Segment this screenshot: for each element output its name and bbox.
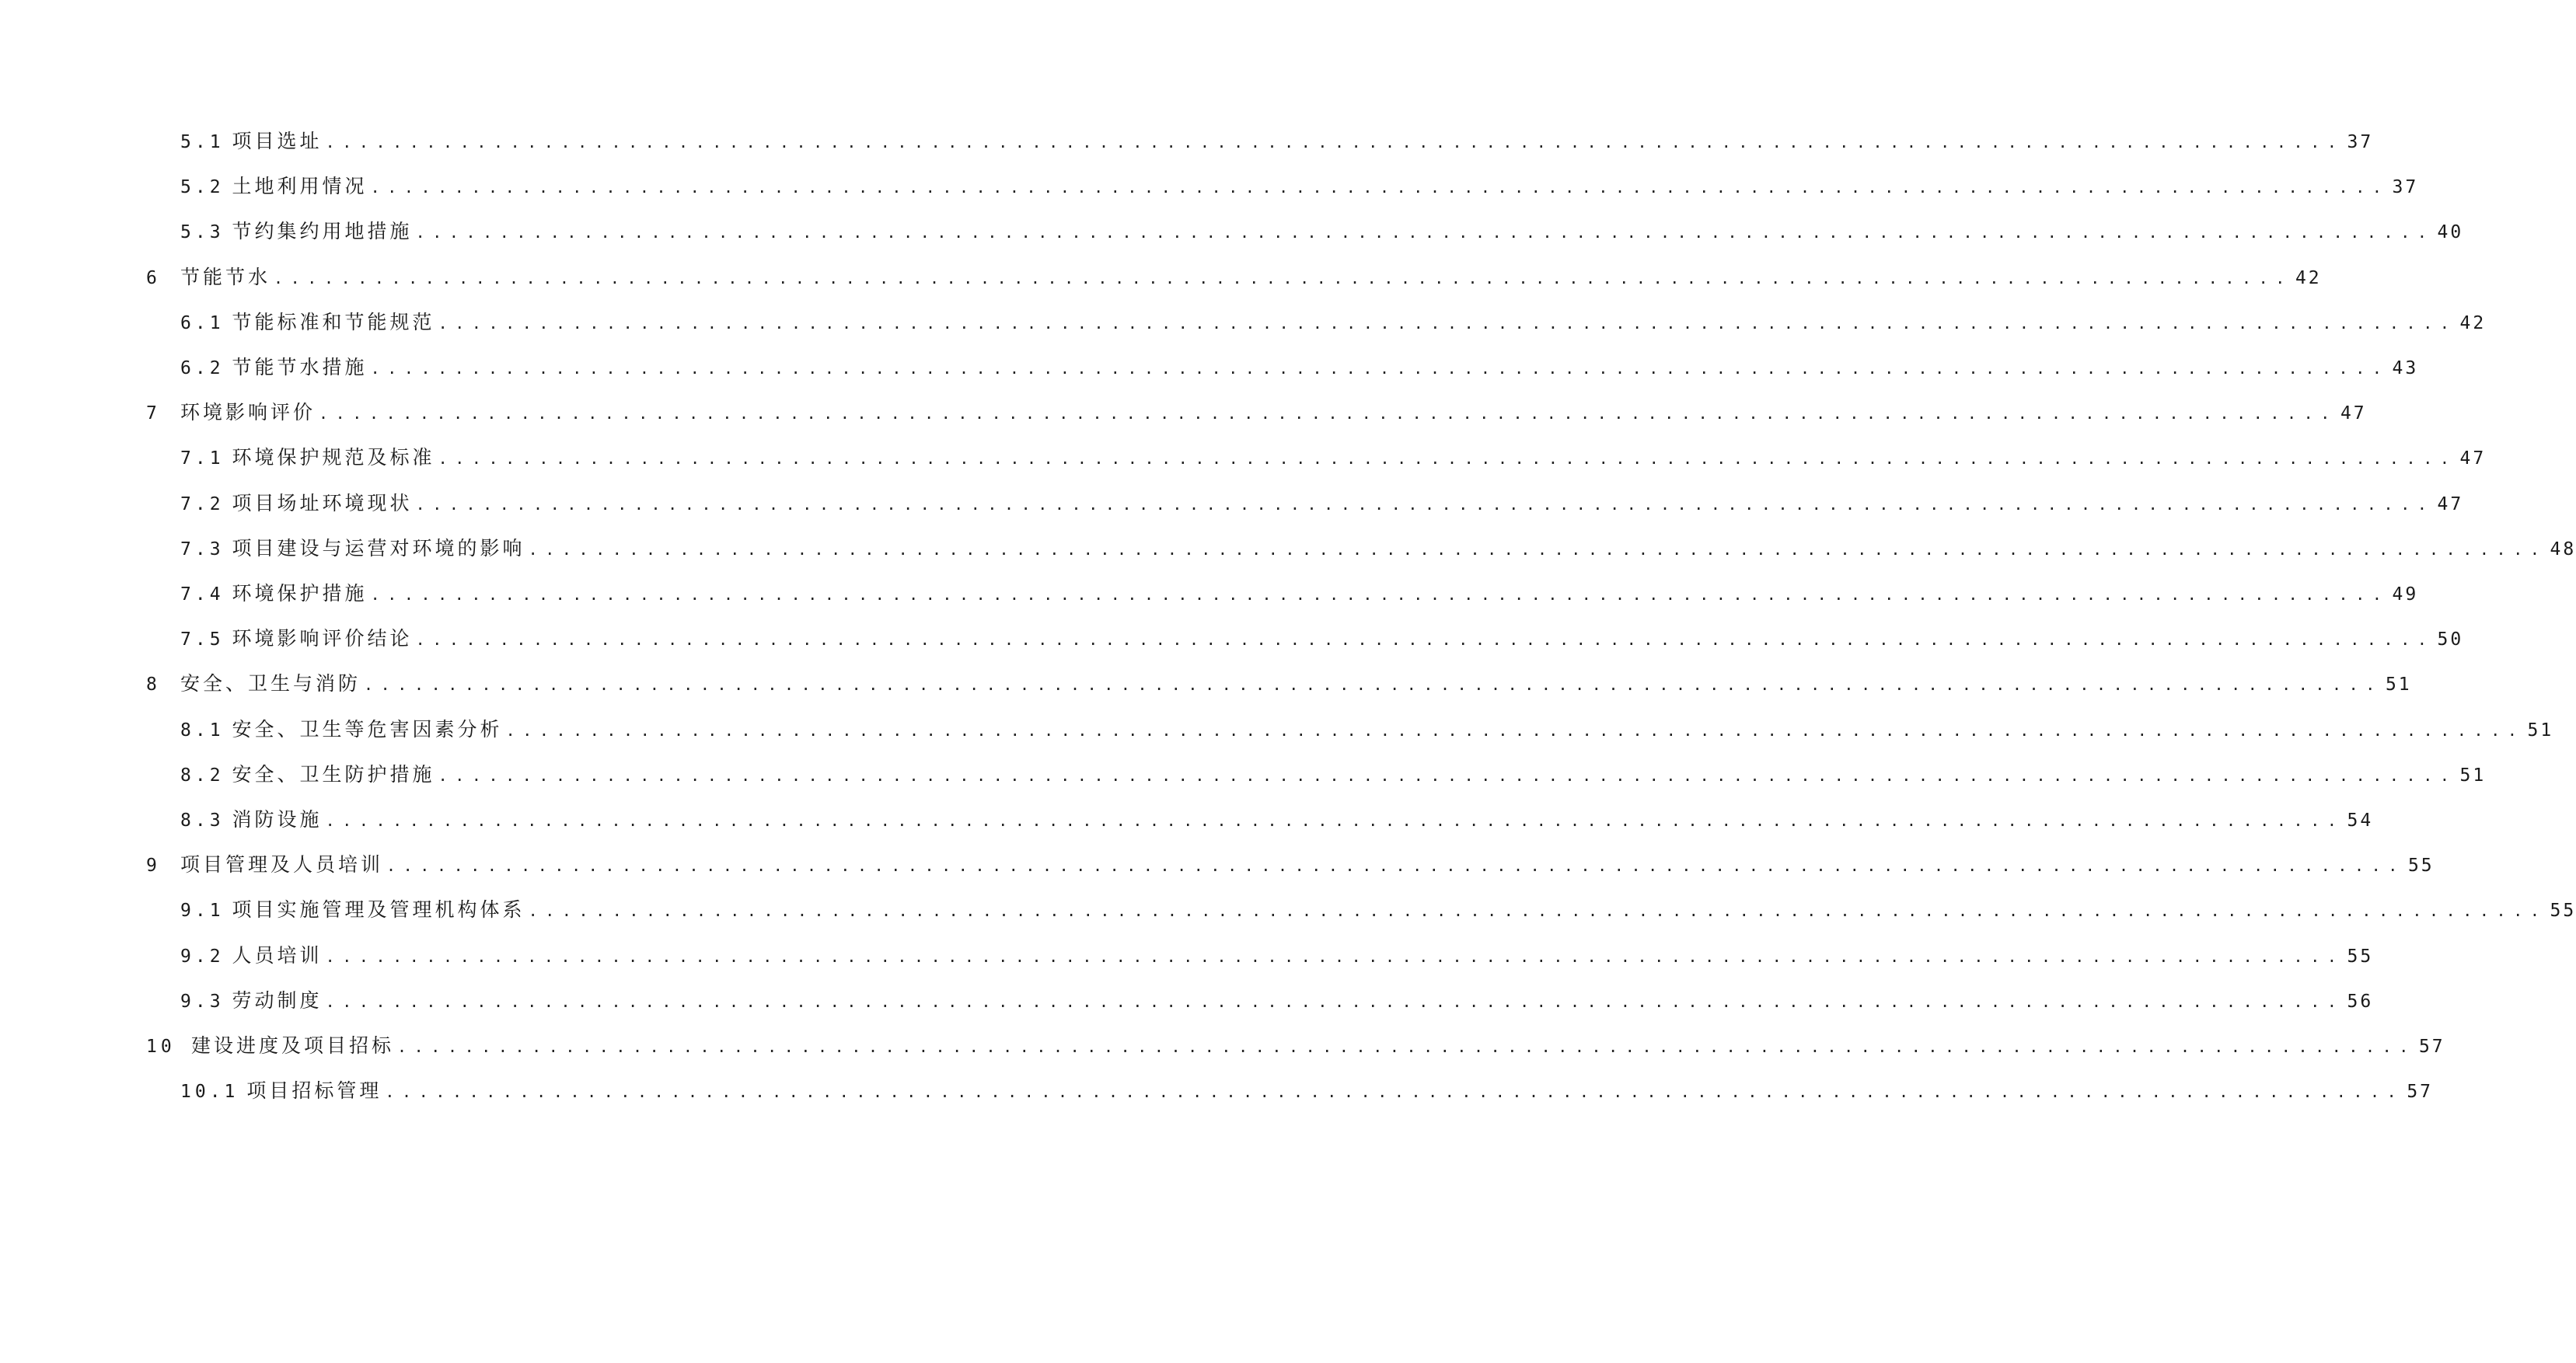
toc-section-entry[interactable] [180,985,2374,1016]
toc-entry-title: 项目实施管理及管理机构体系 [232,898,525,922]
toc-entry-page-number: 37 [2392,177,2419,198]
toc-entry-number: 8.1 [180,720,225,741]
toc-entry-number: 10 [146,1037,176,1057]
toc-entry-title: 安全、卫生与消防 [180,672,361,695]
toc-entry-number: 10.1 [180,1082,239,1103]
toc-section-entry[interactable] [180,623,2464,654]
toc-entry-title: 项目建设与运营对环境的影响 [232,536,525,559]
toc-entry-page-number: 47 [2437,493,2464,514]
toc-entry-title: 节能节水 [180,265,271,288]
toc-entry-number: 9.3 [180,991,225,1012]
toc-section-entry[interactable] [180,216,2464,247]
toc-dot-leader: ........................................................................................................................ [528,539,2547,559]
toc-entry-number: 9 [146,856,161,877]
toc-chapter-entry[interactable] [146,668,2412,699]
toc-entry-title: 项目管理及人员培训 [180,853,384,877]
toc-entry-number: 7.5 [180,629,225,650]
toc-entry-number: 8.2 [180,765,225,786]
toc-entry-page-number: 49 [2392,584,2419,605]
toc-entry-title: 安全、卫生防护措施 [232,762,435,786]
toc-entry-page-number: 42 [2459,312,2487,333]
toc-entry-number: 7 [146,403,161,424]
toc-entry-page-number: 47 [2340,403,2367,424]
toc-dot-leader: ........................................................................................................................ [370,178,2389,197]
toc-entry-number: 8 [146,675,161,695]
toc-dot-leader: ........................................................................................................................ [319,404,2337,424]
toc-entry-number: 6 [146,267,161,288]
toc-entry-title: 劳动制度 [232,988,323,1012]
toc-section-entry[interactable] [180,1075,2434,1107]
toc-entry-page-number: 50 [2437,629,2464,650]
toc-entry-page-number: 40 [2437,222,2464,243]
toc-entry-page-number: 47 [2459,448,2487,469]
toc-entry-page-number: 43 [2392,358,2419,378]
toc-entry-number: 5.2 [180,177,225,198]
toc-entry-number: 9.1 [180,901,225,922]
toc-section-entry[interactable] [180,352,2419,383]
toc-section-entry[interactable] [180,488,2464,519]
toc-dot-leader: ........................................................................................................................ [325,946,2344,966]
toc-section-entry[interactable] [180,578,2419,609]
toc-entry-page-number: 55 [2347,946,2374,967]
toc-chapter-entry[interactable] [146,397,2367,428]
toc-entry-title: 安全、卫生等危害因素分析 [232,717,503,741]
toc-dot-leader: ........................................................................................................................ [370,359,2389,378]
toc-dot-leader: ........................................................................................................................ [274,268,2292,288]
toc-entry-title: 人员培训 [232,943,323,967]
toc-dot-leader: ........................................................................................................................ [438,449,2457,469]
toc-entry-page-number: 57 [2418,1037,2445,1057]
toc-section-entry[interactable] [180,442,2487,473]
toc-entry-title: 项目场址环境现状 [232,491,413,514]
toc-dot-leader: ........................................................................................................................ [415,223,2435,242]
toc-dot-leader: ........................................................................................................................ [438,765,2457,785]
toc-dot-leader: ........................................................................................................................ [325,133,2344,152]
toc-entry-number: 6.1 [180,312,225,333]
toc-entry-number: 5.3 [180,222,225,243]
toc-entry-title: 节能标准和节能规范 [232,310,435,333]
toc-entry-title: 建设进度及项目招标 [191,1034,395,1057]
toc-section-entry[interactable] [180,804,2374,835]
toc-entry-title: 项目选址 [232,130,323,152]
toc-entry-title: 环境保护措施 [232,582,368,605]
toc-entry-title: 节约集约用地措施 [232,220,413,243]
toc-entry-title: 项目招标管理 [246,1079,382,1103]
toc-entry-number: 5.1 [180,132,225,152]
toc-dot-leader: ........................................................................................................................ [364,675,2382,695]
toc-entry-page-number: 42 [2295,267,2322,288]
toc-chapter-entry[interactable] [146,1030,2445,1061]
toc-entry-page-number: 56 [2347,991,2374,1012]
toc-entry-page-number: 37 [2347,132,2374,152]
toc-section-entry[interactable] [180,894,2576,926]
toc-entry-title: 环境影响评价结论 [232,627,413,650]
toc-entry-page-number: 55 [2407,856,2435,877]
toc-entry-page-number: 48 [2550,539,2576,559]
toc-dot-leader: ........................................................................................................................ [325,811,2344,830]
toc-chapter-entry[interactable] [146,849,2435,880]
toc-entry-number: 7.3 [180,539,225,559]
toc-dot-leader: ........................................................................................................................ [386,856,2405,876]
toc-section-entry[interactable] [180,307,2487,338]
toc-dot-leader: ........................................................................................................................ [415,494,2435,514]
toc-entry-number: 8.3 [180,810,225,831]
toc-entry-number: 7.1 [180,448,225,469]
toc-section-entry[interactable] [180,126,2374,157]
toc-entry-title: 消防设施 [232,808,323,831]
toc-dot-leader: ........................................................................................................................ [325,992,2344,1011]
toc-entry-title: 环境保护规范及标准 [232,446,435,469]
toc-dot-leader: ........................................................................................................................ [528,901,2547,921]
toc-entry-page-number: 55 [2550,901,2576,922]
toc-dot-leader: ........................................................................................................................ [385,1082,2404,1102]
toc-section-entry[interactable] [180,714,2554,745]
toc-entry-number: 9.2 [180,946,225,967]
toc-dot-leader: ........................................................................................................................ [415,630,2435,650]
toc-entry-title: 环境影响评价 [180,401,316,424]
toc-entry-page-number: 51 [2385,675,2412,695]
toc-chapter-entry[interactable] [146,262,2322,293]
toc-dot-leader: ........................................................................................................................ [370,585,2389,604]
toc-entry-page-number: 54 [2347,810,2374,831]
toc-dot-leader: ........................................................................................................................ [438,313,2457,333]
toc-section-entry[interactable] [180,759,2487,790]
toc-section-entry[interactable] [180,940,2374,971]
toc-entry-page-number: 51 [2527,720,2554,741]
toc-dot-leader: ........................................................................................................................ [505,720,2525,740]
toc-entry-number: 7.2 [180,493,225,514]
toc-entry-title: 土地利用情况 [232,175,368,198]
toc-section-entry[interactable] [180,533,2576,564]
toc-entry-number: 6.2 [180,358,225,378]
toc-section-entry[interactable] [180,171,2419,202]
toc-entry-title: 节能节水措施 [232,356,368,378]
toc-entry-page-number: 57 [2407,1082,2434,1103]
toc-entry-page-number: 51 [2459,765,2487,786]
toc-dot-leader: ........................................................................................................................ [397,1037,2416,1056]
toc-entry-number: 7.4 [180,584,225,605]
